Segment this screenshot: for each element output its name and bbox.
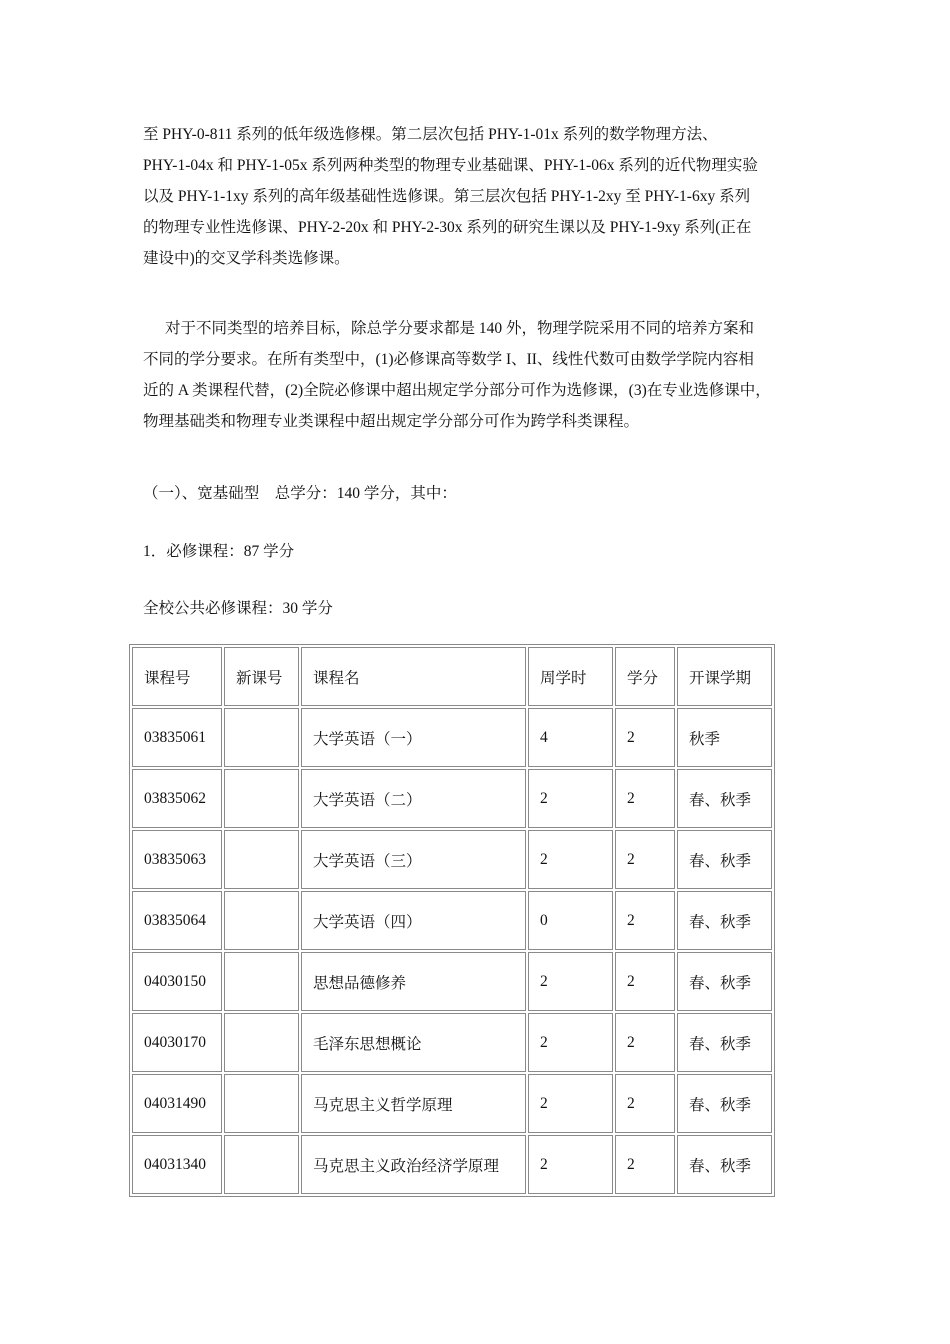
cell-new-course-code bbox=[224, 952, 299, 1011]
table-row bbox=[132, 769, 772, 828]
cell-course-code: 04030150 bbox=[132, 952, 222, 1011]
intro-paragraph bbox=[143, 119, 808, 274]
cell-new-course-code bbox=[224, 891, 299, 950]
course-table bbox=[129, 644, 775, 1197]
cell-semester: 秋季 bbox=[677, 708, 772, 767]
cell-credits: 2 bbox=[615, 1135, 675, 1194]
header-credits: 学分 bbox=[615, 647, 675, 706]
cell-semester: 春、秋季 bbox=[677, 830, 772, 889]
cell-course-code: 03835061 bbox=[132, 708, 222, 767]
intro-line: PHY-1-04x 和 PHY-1-05x 系列两种类型的物理专业基础课、PHY-1-06x 系列的近代物理实验 bbox=[143, 157, 758, 174]
cell-new-course-code bbox=[224, 1074, 299, 1133]
table-row bbox=[132, 1135, 772, 1194]
requirements-paragraph bbox=[143, 313, 808, 437]
requirements-line: 对于不同类型的培养目标，除总学分要求都是 140 外，物理学院采用不同的培养方案和 bbox=[165, 320, 755, 337]
cell-semester: 春、秋季 bbox=[677, 952, 772, 1011]
cell-course-code: 04031490 bbox=[132, 1074, 222, 1133]
cell-course-name: 大学英语（一） bbox=[301, 708, 526, 767]
table-row bbox=[132, 708, 772, 767]
cell-weekly-hours: 2 bbox=[528, 830, 613, 889]
header-new-course-code: 新课号 bbox=[224, 647, 299, 706]
requirements-line: 不同的学分要求。在所有类型中，(1)必修课高等数学 I、II、线性代数可由数学学院内容相 bbox=[143, 351, 754, 368]
cell-course-name: 大学英语（二） bbox=[301, 769, 526, 828]
cell-weekly-hours: 2 bbox=[528, 952, 613, 1011]
cell-course-name: 毛泽东思想概论 bbox=[301, 1013, 526, 1072]
intro-line: 以及 PHY-1-1xy 系列的高年级基础性选修课。第三层次包括 PHY-1-2xy 至 PHY-1-6xy 系列 bbox=[143, 188, 751, 205]
cell-course-code: 03835062 bbox=[132, 769, 222, 828]
intro-line: 建设中)的交叉学科类选修课。 bbox=[143, 250, 350, 267]
cell-course-name: 思想品德修养 bbox=[301, 952, 526, 1011]
cell-weekly-hours: 2 bbox=[528, 769, 613, 828]
cell-semester: 春、秋季 bbox=[677, 1135, 772, 1194]
cell-credits: 2 bbox=[615, 1013, 675, 1072]
cell-credits: 2 bbox=[615, 769, 675, 828]
cell-credits: 2 bbox=[615, 891, 675, 950]
intro-line: 的物理专业性选修课、PHY-2-20x 和 PHY-2-30x 系列的研究生课以及 PHY-1-9xy 系列(正在 bbox=[143, 219, 752, 236]
table-row bbox=[132, 952, 772, 1011]
table-row bbox=[132, 1074, 772, 1133]
cell-semester: 春、秋季 bbox=[677, 1074, 772, 1133]
requirements-line: 物理基础类和物理专业类课程中超出规定学分部分可作为跨学科类课程。 bbox=[143, 413, 640, 430]
header-semester: 开课学期 bbox=[677, 647, 772, 706]
cell-new-course-code bbox=[224, 1135, 299, 1194]
cell-course-code: 03835063 bbox=[132, 830, 222, 889]
cell-course-code: 04031340 bbox=[132, 1135, 222, 1194]
intro-line: 至 PHY-0-811 系列的低年级选修棵。第二层次包括 PHY-1-01x 系列的数学物理方法、 bbox=[143, 126, 718, 143]
cell-semester: 春、秋季 bbox=[677, 769, 772, 828]
cell-weekly-hours: 2 bbox=[528, 1074, 613, 1133]
cell-new-course-code bbox=[224, 708, 299, 767]
header-course-name: 课程名 bbox=[301, 647, 526, 706]
cell-credits: 2 bbox=[615, 708, 675, 767]
cell-weekly-hours: 2 bbox=[528, 1135, 613, 1194]
cell-new-course-code bbox=[224, 830, 299, 889]
cell-course-name: 大学英语（三） bbox=[301, 830, 526, 889]
cell-credits: 2 bbox=[615, 952, 675, 1011]
cell-course-name: 马克思主义政治经济学原理 bbox=[301, 1135, 526, 1194]
requirements-line: 近的 A 类课程代替，(2)全院必修课中超出规定学分部分可作为选修课，(3)在专业选修课中， bbox=[143, 382, 771, 399]
cell-course-code: 04030170 bbox=[132, 1013, 222, 1072]
table-header-row bbox=[132, 647, 772, 706]
table-row bbox=[132, 830, 772, 889]
cell-course-code: 03835064 bbox=[132, 891, 222, 950]
cell-weekly-hours: 0 bbox=[528, 891, 613, 950]
cell-new-course-code bbox=[224, 769, 299, 828]
subsubsection-heading: 全校公共必修课程：30 学分 bbox=[143, 600, 333, 617]
cell-semester: 春、秋季 bbox=[677, 1013, 772, 1072]
cell-course-name: 大学英语（四） bbox=[301, 891, 526, 950]
cell-weekly-hours: 2 bbox=[528, 1013, 613, 1072]
section-heading: （一）、宽基础型 总学分：140 学分，其中： bbox=[143, 485, 457, 502]
header-course-code: 课程号 bbox=[132, 647, 222, 706]
cell-weekly-hours: 4 bbox=[528, 708, 613, 767]
cell-course-name: 马克思主义哲学原理 bbox=[301, 1074, 526, 1133]
subsection-heading: 1．必修课程：87 学分 bbox=[143, 543, 295, 560]
table-row bbox=[132, 891, 772, 950]
cell-new-course-code bbox=[224, 1013, 299, 1072]
table-row bbox=[132, 1013, 772, 1072]
cell-semester: 春、秋季 bbox=[677, 891, 772, 950]
cell-credits: 2 bbox=[615, 1074, 675, 1133]
cell-credits: 2 bbox=[615, 830, 675, 889]
header-weekly-hours: 周学时 bbox=[528, 647, 613, 706]
